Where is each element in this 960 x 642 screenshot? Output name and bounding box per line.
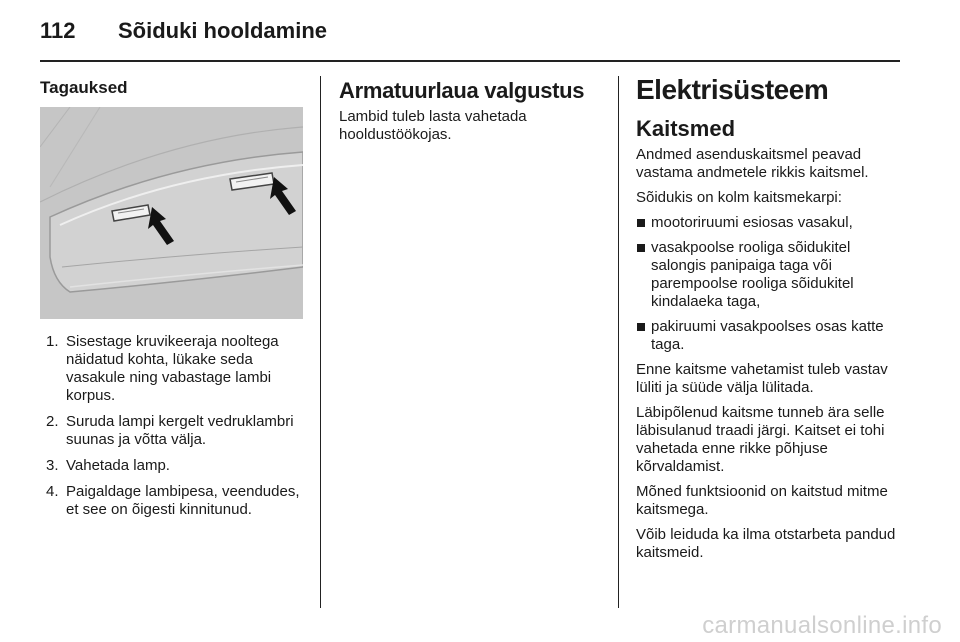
step-text: Paigaldage lambipesa, veendudes, et see on õigesti kinnitunud. — [66, 483, 300, 518]
subsection-heading-kaitsmed: Kaitsmed — [636, 116, 736, 141]
list-item — [40, 483, 302, 519]
paragraph: Andmed asenduskaitsmel peavad vastama andmetele rikkis kaitsmel. — [636, 146, 869, 181]
paragraph: Mõned funktsioonid on kaitstud mitme kaitsmega. — [636, 483, 888, 518]
step-number: 4. — [46, 483, 59, 500]
list-item — [636, 318, 906, 354]
header-divider — [40, 60, 900, 62]
list-item — [40, 413, 302, 449]
bullet-square-icon — [637, 323, 645, 331]
step-number: 2. — [46, 413, 59, 430]
fuses-section-body — [636, 146, 906, 569]
step-number: 3. — [46, 457, 59, 474]
paragraph: Lambid tuleb lasta vahetada hooldustöökojas. — [339, 108, 527, 143]
step-text: Vahetada lamp. — [66, 457, 170, 474]
paragraph: Läbipõlenud kaitsme tunneb ära selle läbisulanud traadi järgi. Kaitset ei tohi vahetada enne rikke põhjuse kõrvaldamist. — [636, 404, 885, 475]
list-item — [636, 239, 906, 311]
section-heading-elektrisusteem: Elektrisüsteem — [636, 74, 829, 105]
list-item — [40, 333, 302, 405]
paragraph: Enne kaitsme vahetamist tuleb vastav lüliti ja süüde välja lülitada. — [636, 361, 888, 396]
page-number: 112 — [40, 18, 76, 43]
license-lamp-illustration — [40, 107, 303, 319]
list-item — [636, 214, 906, 232]
bullet-square-icon — [637, 219, 645, 227]
list-item — [40, 457, 302, 475]
step-number: 1. — [46, 333, 59, 350]
replacement-steps-list — [40, 333, 302, 527]
watermark: carmanualsonline.info — [702, 612, 942, 639]
bullet-text: mootoriruumi esiosas vasakul, — [651, 214, 853, 231]
paragraph: Sõidukis on kolm kaitsmekarpi: — [636, 189, 842, 206]
step-text: Sisestage kruvikeeraja nooltega näidatud kohta, lükake seda vasakule ning vabastage lambi korpus. — [66, 333, 279, 404]
section-heading-tagauksed: Tagauksed — [40, 78, 128, 97]
page-title: Sõiduki hooldamine — [118, 18, 328, 43]
bullet-text: vasakpoolse rooliga sõidukitel salongis panipaiga taga või parempoolse rooliga sõidukitel kindalaeka taga, — [651, 239, 854, 310]
bullet-text: pakiruumi vasakpoolses osas katte taga. — [651, 318, 884, 353]
column-divider-1 — [320, 76, 321, 608]
column-divider-2 — [618, 76, 619, 608]
paragraph: Võib leiduda ka ilma otstarbeta pandud kaitsmeid. — [636, 526, 896, 561]
fuse-box-locations-list — [636, 214, 906, 354]
tailgate-lamp-diagram — [40, 107, 303, 319]
step-text: Suruda lampi kergelt vedruklambri suunas ja võtta välja. — [66, 413, 294, 448]
bullet-square-icon — [637, 244, 645, 252]
section-heading-armatuurlaua-valgustus: Armatuurlaua valgustus — [339, 78, 585, 103]
